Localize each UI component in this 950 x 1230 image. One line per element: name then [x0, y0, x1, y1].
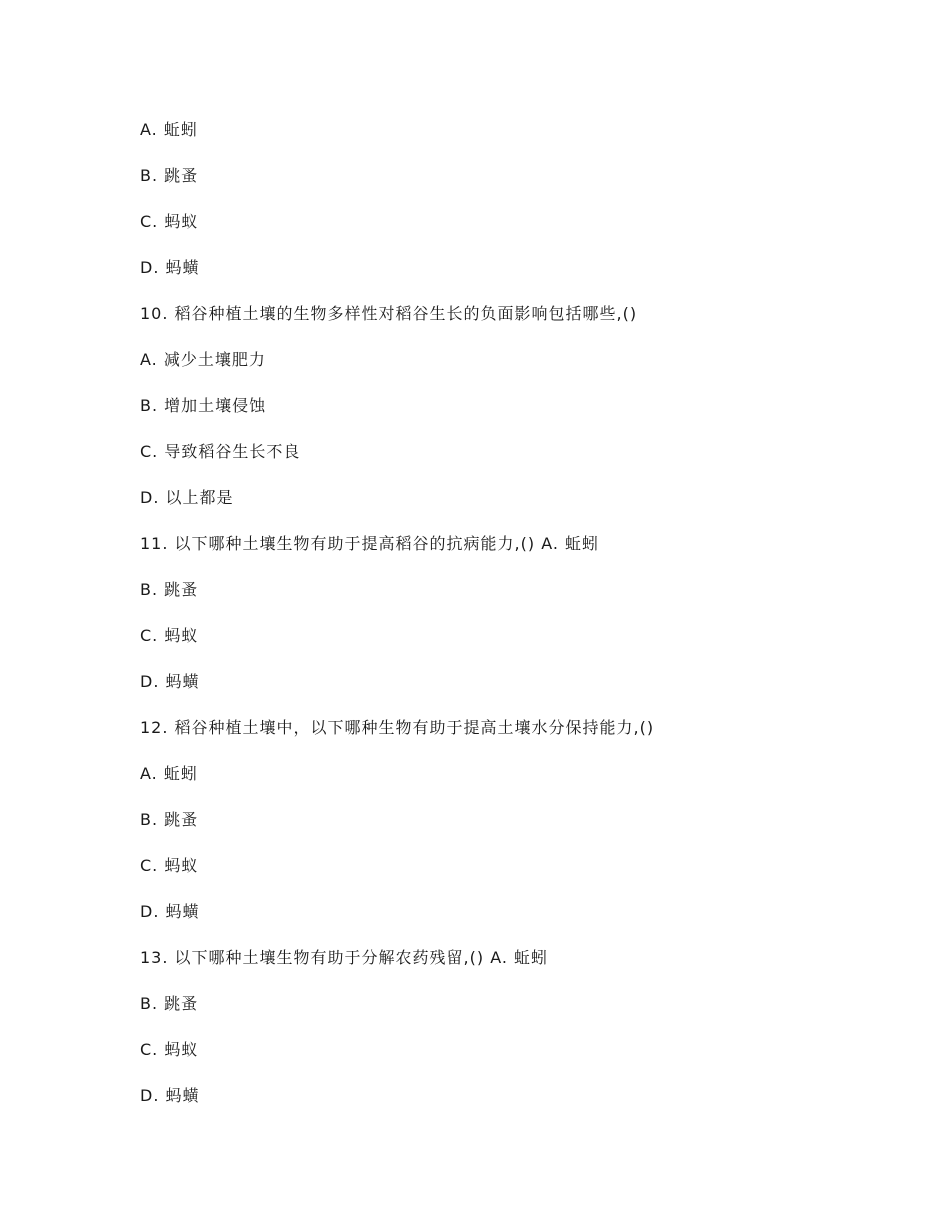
option-line: C. 蚂蚁: [140, 856, 199, 875]
option-line: D. 蚂蟥: [140, 258, 200, 277]
option-line: B. 跳蚤: [140, 166, 199, 185]
option-line: B. 跳蚤: [140, 810, 199, 829]
question-10: 10. 稻谷种植土壤的生物多样性对稻谷生长的负面影响包括哪些,(): [140, 304, 638, 323]
option-line: B. 增加土壤侵蚀: [140, 396, 267, 415]
option-line: D. 蚂蟥: [140, 1086, 200, 1105]
option-line: D. 以上都是: [140, 488, 234, 507]
option-line: A. 蚯蚓: [140, 120, 198, 139]
option-line: B. 跳蚤: [140, 580, 199, 599]
option-line: D. 蚂蟥: [140, 672, 200, 691]
option-line: B. 跳蚤: [140, 994, 199, 1013]
question-11: 11. 以下哪种土壤生物有助于提高稻谷的抗病能力,() A. 蚯蚓: [140, 534, 600, 553]
option-line: C. 蚂蚁: [140, 212, 199, 231]
option-line: C. 蚂蚁: [140, 1040, 199, 1059]
question-13: 13. 以下哪种土壤生物有助于分解农药残留,() A. 蚯蚓: [140, 948, 549, 967]
option-line: A. 减少土壤肥力: [140, 350, 266, 369]
question-12: 12. 稻谷种植土壤中，以下哪种生物有助于提高土壤水分保持能力,(): [140, 718, 655, 737]
option-line: C. 导致稻谷生长不良: [140, 442, 301, 461]
option-line: C. 蚂蚁: [140, 626, 199, 645]
document-page: [140, 118, 900, 1130]
option-line: D. 蚂蟥: [140, 902, 200, 921]
option-line: A. 蚯蚓: [140, 764, 198, 783]
